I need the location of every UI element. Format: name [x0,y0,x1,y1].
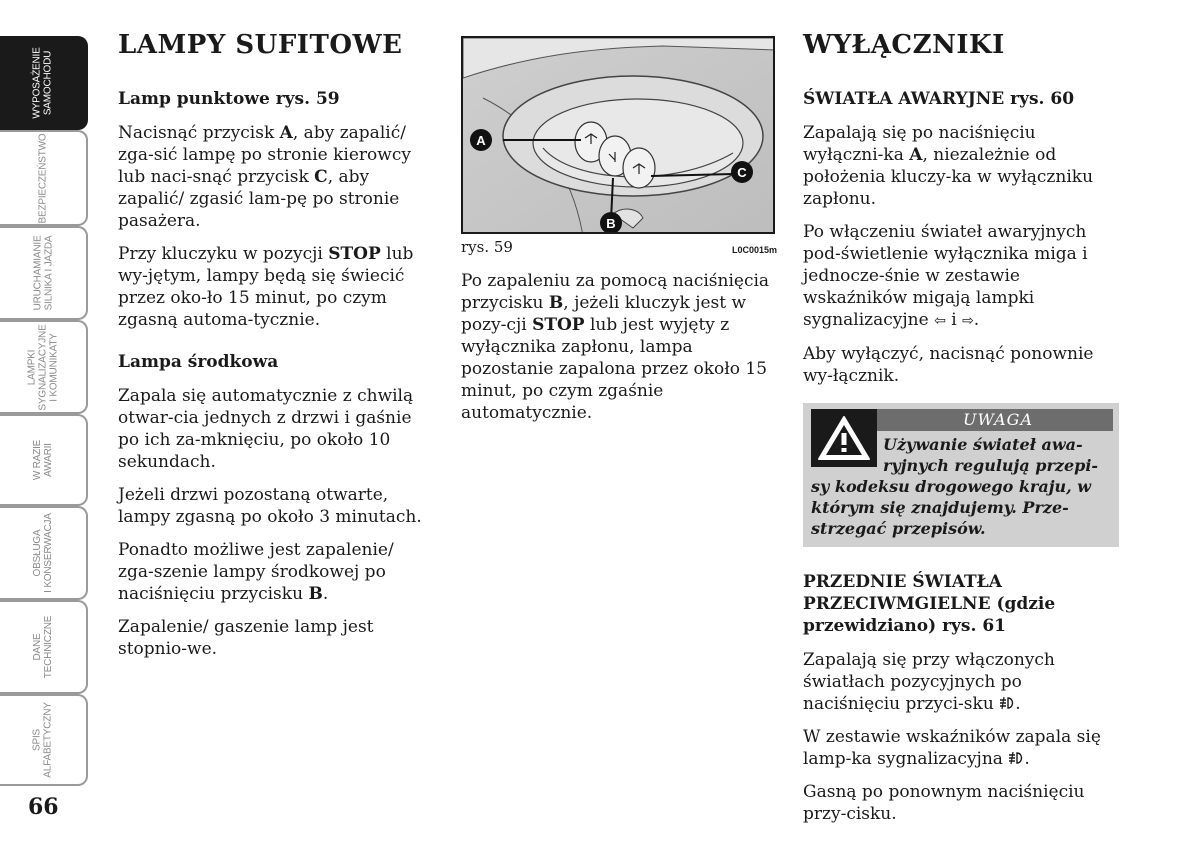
column-left [118,28,434,671]
paragraph: Po zapaleniu za pomocą naciśnięcia przycisku B, jeżeli kluczyk jest w pozy-cji STOP lub jest wyjęty z wyłącznika zapłonu, lampa pozostanie zapalona przez około 15 minut, po czym zgaśnie automatycznie. [461,271,770,423]
svg-text:A: A [476,133,486,148]
fog-light-icon [999,694,1015,714]
tab-label: OBSŁUGA [31,529,43,577]
tab-lampki-sygnalizacyjne[interactable] [0,320,88,414]
paragraph: Aby wyłączyć, nacisnąć ponownie wy-łącznik. [803,344,1094,386]
paragraph: Nacisnąć przycisk A, aby zapalić/ zga-sić lampę po stronie kierowcy lub naci-snąć przycisk C, aby zapalić/ zgasić lam-pę po stronie pasażera. [118,123,411,231]
tab-label: W RAZIE [31,439,43,481]
tab-label: WYPOSAŻENIE [32,47,43,119]
svg-text:C: C [737,165,747,180]
subsection-heading: ŚWIATŁA AWARYJNE rys. 60 [803,89,1075,109]
paragraph: W zestawie wskaźników zapala się lamp-ka sygnalizacyjna . [803,727,1101,769]
figure-caption [461,236,777,261]
tab-wyposazenie-samochodu[interactable] [0,36,88,130]
subsection-heading: Lampa środkowa [118,352,279,372]
warning-box [803,403,1119,547]
tab-label: SAMOCHODU [43,50,54,116]
tab-label: I KONSERWACJA [42,513,54,593]
column-right [803,28,1119,836]
tab-w-razie-awarii[interactable] [0,414,88,506]
tab-dane-techniczne[interactable] [0,600,88,694]
svg-text:B: B [606,216,616,231]
paragraph: Zapalają się przy włączonych światłach pozycyjnych po naciśnięciu przyci-sku . [803,650,1055,714]
turn-left-indicator-icon: ⇦ [934,313,946,329]
tab-label: LAMPKI [26,349,38,385]
figure-code: L0C0015m [731,245,777,255]
tab-label: SPIS [32,729,43,751]
tab-label: URUCHAMIANIE [31,235,43,311]
paragraph: Przy kluczyku w pozycji STOP lub wy-jętym, lampy będą się świecić przez oko-ło 15 minut, po czym zgasną automa-tycznie. [118,244,414,330]
warning-triangle-icon [811,409,877,467]
tab-uruchamianie-silnika[interactable] [0,226,88,320]
tab-label: SILNIKA I JAZDA [42,235,54,311]
tab-obsluga-konserwacja[interactable] [0,506,88,600]
tab-label: I KOMUNIKATY [48,332,60,402]
warning-text: Używanie świateł awa-ryjnych regulują przepi-sy kodeksu drogowego kraju, w którym się znajdujemy. Prze-strzegać przepisów. [811,435,1099,538]
tab-spis-alfabetyczny[interactable] [0,694,88,786]
paragraph: Zapalają się po naciśnięciu wyłączni-ka A, niezależnie od położenia kluczy-ka w wyłączniku zapłonu. [803,123,1094,209]
section-title: LAMPY SUFITOWE [118,30,403,60]
page-number: 66 [28,794,59,820]
column-middle [461,28,777,435]
paragraph: Po włączeniu świateł awaryjnych pod-świetlenie wyłącznika miga i jednocze-śnie w zestawie wskaźników migają lampki sygnalizacyjne ⇦ i ⇨. [803,222,1088,330]
section-title: WYŁĄCZNIKI [803,30,1005,60]
figure-59-illustration [461,36,775,234]
tab-label: TECHNICZNE [42,615,54,679]
ceiling-lamp-illustration [463,38,775,234]
figure-number: rys. 59 [461,238,513,256]
subsection-heading: PRZEDNIE ŚWIATŁA PRZECIWMGIELNE (gdzie przewidziano) rys. 61 [803,572,1056,636]
tab-label: BEZPIECZEŃSTWO [37,133,49,223]
tab-label: DANE [31,633,43,661]
paragraph: Zapalenie/ gaszenie lamp jest stopnio-we. [118,617,374,659]
paragraph: Ponadto możliwe jest zapalenie/ zga-szenie lampy środkowej po naciśnięciu przycisku B. [118,540,394,604]
paragraph: Gasną po ponownym naciśnięciu przy-cisku. [803,782,1085,824]
tab-label: ALFABETYCZNY [43,702,54,778]
paragraph: Jeżeli drzwi pozostaną otwarte, lampy zgasną po około 3 minutach. [118,485,422,527]
subsection-heading: Lamp punktowe rys. 59 [118,89,340,109]
tab-label: AWARII [42,443,54,477]
paragraph: Zapala się automatycznie z chwilą otwar-cia jednych z drzwi i gaśnie po ich za-mknięciu, po około 10 sekundach. [118,386,414,472]
turn-right-indicator-icon: ⇨ [962,313,974,329]
fog-light-icon [1008,749,1024,769]
tab-bezpieczenstwo[interactable] [0,130,88,226]
tab-label: SYGNALIZACYJNE [37,323,49,411]
warning-title: UWAGA [811,409,1113,431]
